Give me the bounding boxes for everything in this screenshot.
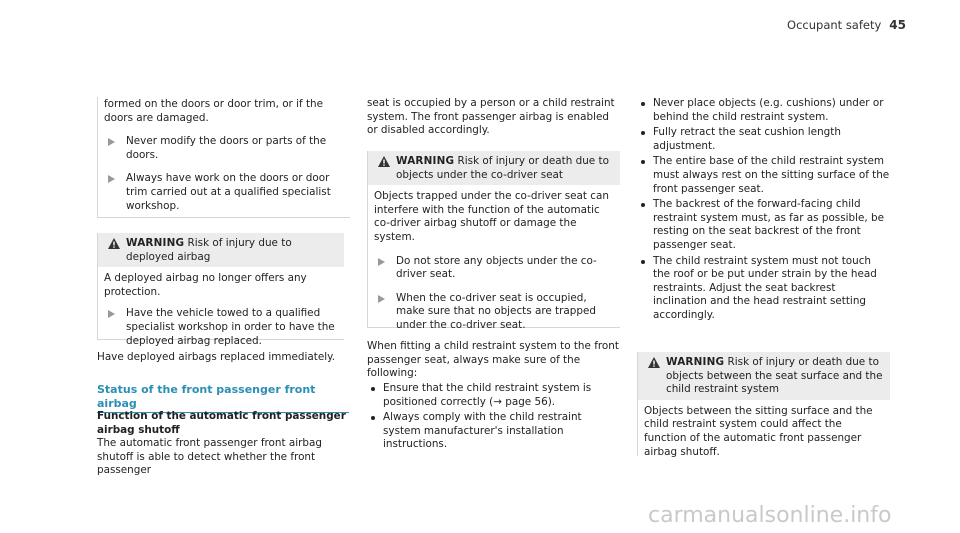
- list-item-text: The backrest of the forward-facing child restraint system must, as far as possible, be resting on the seat backrest of the front passenger seat.: [653, 198, 884, 251]
- arrow-icon: [108, 310, 115, 318]
- section-title: Status of the front passenger front airbag: [97, 383, 349, 413]
- list-item: [637, 126, 891, 153]
- warning-body: [638, 400, 890, 467]
- warning-title: Risk of injury or death due to objects under the co-driver seat: [396, 155, 609, 181]
- arrow-icon: [108, 175, 115, 183]
- warning-body: [98, 267, 344, 356]
- child-restraint-bullets: [637, 97, 891, 323]
- seat-occupied-text: seat is occupied by a person or a child restraint system. The front passenger airbag is enabled or disabled accordingly.: [367, 97, 615, 137]
- list-item: [367, 382, 621, 409]
- list-item-text: The entire base of the child restraint system must always rest on the sitting surface of the front passenger seat.: [653, 155, 890, 195]
- warning-title: Risk of injury due to deployed airbag: [126, 237, 292, 263]
- arrow-icon: [378, 295, 385, 303]
- doors-block: [97, 97, 350, 218]
- bullet-dot: [641, 260, 645, 264]
- warning-body-text: Objects between the sitting surface and the child restraint system could affect the function of the automatic front passenger airbag shutoff.: [644, 404, 873, 458]
- warning-objects-under-seat: [367, 151, 620, 331]
- doors-bullet-2-text: Always have work on the doors or door trim carried out at a qualified specialist workshop.: [126, 172, 331, 212]
- warning-triangle-icon: [108, 238, 120, 249]
- doors-bullet-1: [104, 135, 350, 162]
- bullet-dot: [641, 160, 645, 164]
- warning-objects-between-seat: [637, 352, 890, 456]
- warning-header: [368, 151, 620, 185]
- arrow-icon: [378, 258, 385, 266]
- warning-header: [638, 352, 890, 400]
- warning-triangle-icon: [378, 156, 390, 167]
- list-item-text: Fully retract the seat cushion length adjustment.: [653, 126, 841, 152]
- warning-bullet: [104, 307, 338, 348]
- list-item: [637, 198, 891, 252]
- bullet-dot: [641, 102, 645, 106]
- bullet-dot: [371, 387, 375, 391]
- warning-bullet-2: [374, 292, 614, 333]
- list-item: [637, 255, 891, 323]
- warning-label: WARNING: [396, 155, 455, 167]
- warning-label: WARNING: [666, 356, 725, 368]
- list-item: [637, 97, 891, 124]
- warning-header: [98, 233, 344, 267]
- warning-bullet-1-text: Do not store any objects under the co-driver seat.: [396, 254, 597, 281]
- bullet-dot: [371, 416, 375, 420]
- warning-title: Risk of injury or death due to objects between the seat surface and the child restraint system: [666, 356, 883, 396]
- doors-bullet-1-text: Never modify the doors or parts of the doors.: [126, 135, 327, 161]
- doors-bullet-2: [104, 172, 350, 213]
- list-item-text: The child restraint system must not touch the roof or be put under strain by the head restraints. Adjust the seat backrest inclination and the head restraint setting accordingly.: [653, 254, 877, 321]
- replace-airbags-text: Have deployed airbags replaced immediately.: [97, 351, 336, 363]
- list-item-text: Ensure that the child restraint system is positioned correctly (→ page 56).: [383, 382, 592, 408]
- warning-body: [368, 185, 620, 340]
- warning-bullet-text: Have the vehicle towed to a qualified specialist workshop in order to have the deployed airbag replaced.: [126, 307, 335, 347]
- warning-bullet-2-text: When the co-driver seat is occupied, make sure that no objects are trapped under the co-driver seat.: [396, 291, 596, 331]
- list-item-text: Always comply with the child restraint system manufacturer's installation instructions.: [383, 411, 582, 451]
- list-item-text: Never place objects (e.g. cushions) under or behind the child restraint system.: [653, 97, 884, 123]
- subheading: Function of the automatic front passenger airbag shutoff: [97, 410, 346, 436]
- warning-body-text: Objects trapped under the co-driver seat can interfere with the function of the automatic co-driver airbag shutoff or damage the system.: [374, 190, 609, 243]
- warning-triangle-icon: [648, 357, 660, 368]
- doors-intro: formed on the doors or door trim, or if the doors are damaged.: [104, 98, 324, 124]
- bullet-dot: [641, 203, 645, 207]
- warning-body-text: A deployed airbag no longer offers any protection.: [104, 272, 307, 298]
- fitting-paragraph: When fitting a child restraint system to the front passenger seat, always make sure of the following:: [367, 340, 619, 380]
- watermark: carmanualsonline.info: [648, 503, 892, 528]
- warning-label: WARNING: [126, 237, 185, 249]
- fitting-bullets: [367, 380, 621, 452]
- page-header: [787, 18, 906, 32]
- list-item: [637, 155, 891, 196]
- warning-deployed-airbag: [97, 233, 344, 347]
- arrow-icon: [108, 138, 115, 146]
- shutoff-paragraph: The automatic front passenger front airbag shutoff is able to detect whether the front passenger: [97, 437, 322, 477]
- page-number: 45: [889, 18, 906, 32]
- page-header-title: Occupant safety: [787, 18, 882, 32]
- list-item: [367, 411, 621, 452]
- bullet-dot: [641, 131, 645, 135]
- warning-bullet-1: [374, 255, 614, 282]
